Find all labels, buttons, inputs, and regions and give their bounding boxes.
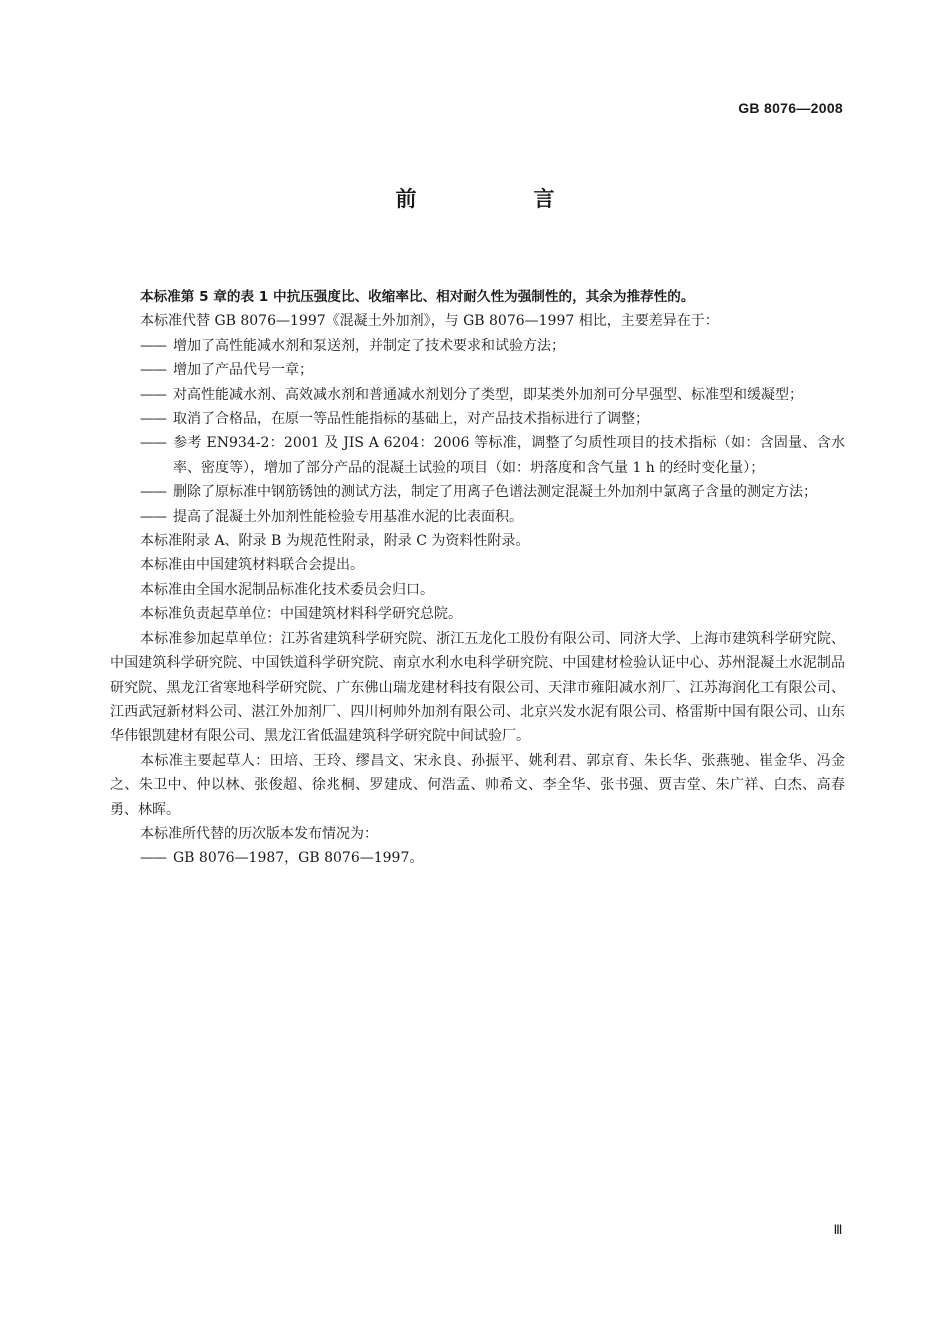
dash-marker: ——	[140, 337, 166, 354]
dash-marker: ——	[140, 386, 166, 403]
main-drafters: 本标准主要起草人：田培、王玲、缪昌文、宋永良、孙振平、姚利君、郭京育、朱长华、张燕驰、崔金华、冯金之、朱卫中、仲以林、张俊超、徐兆桐、罗建成、何浩孟、帅希文、李全华、张书强、贾吉堂、朱广祥、白杰、高春勇、林晖。	[110, 752, 845, 818]
dash-marker: ——	[140, 362, 166, 379]
foreword-body	[110, 285, 845, 871]
change-item	[110, 505, 845, 529]
change-item-text: 提高了混凝土外加剂性能检验专用基准水泥的比表面积。	[173, 508, 523, 525]
change-item	[110, 334, 845, 358]
appendix-note: 本标准附录 A、附录 B 为规范性附录，附录 C 为资料性附录。	[140, 533, 530, 550]
change-item-text: 对高性能减水剂、高效减水剂和普通减水剂划分了类型，即某类外加剂可分早强型、标准型和缓凝型；	[173, 386, 803, 403]
page-title: 前 言	[395, 187, 603, 211]
change-item	[110, 480, 845, 504]
replacement-statement: 本标准代替 GB 8076—1997《混凝土外加剂》，与 GB 8076—1997 相比，主要差异在于：	[140, 313, 719, 330]
lead-drafter-note: 本标准负责起草单位：中国建筑材料科学研究总院。	[140, 606, 462, 623]
page-number: Ⅲ	[833, 1222, 842, 1237]
dash-marker: ——	[140, 508, 166, 525]
dash-marker: ——	[140, 850, 166, 867]
change-item-text: 增加了高性能减水剂和泵送剂，并制定了技术要求和试验方法；	[173, 337, 565, 354]
dash-marker: ——	[140, 411, 166, 428]
mandatory-clause-note: 本标准第 5 章的表 1 中抗压强度比、收缩率比、相对耐久性为强制性的，其余为推荐性的。	[140, 289, 695, 305]
dash-marker: ——	[140, 435, 166, 452]
dash-marker: ——	[140, 484, 166, 501]
change-item-text: 增加了产品代号一章；	[173, 362, 313, 379]
change-item	[110, 431, 845, 480]
change-item-text: 取消了合格品，在原一等品性能指标的基础上，对产品技术指标进行了调整；	[173, 411, 649, 428]
history-text: GB 8076—1987，GB 8076—1997。	[173, 850, 424, 867]
proposer-note: 本标准由中国建筑材料联合会提出。	[140, 557, 364, 574]
history-item	[110, 846, 845, 870]
standard-number: GB 8076—2008	[738, 100, 843, 116]
administrator-note: 本标准由全国水泥制品标准化技术委员会归口。	[140, 581, 434, 598]
change-item-text: 参考 EN934-2：2001 及 JIS A 6204：2006 等标准，调整了匀质性项目的技术指标（如：含固量、含水率、密度等），增加了部分产品的混凝土试验的项目（如：坍落度和含气量 1 h 的经时变化量）；	[173, 435, 845, 476]
history-intro: 本标准所代替的历次版本发布情况为：	[140, 825, 378, 842]
change-item	[110, 358, 845, 382]
change-item	[110, 407, 845, 431]
change-item	[110, 383, 845, 407]
participating-drafters: 本标准参加起草单位：江苏省建筑科学研究院、浙江五龙化工股份有限公司、同济大学、上海市建筑科学研究院、中国建筑科学研究院、中国铁道科学研究院、南京水利水电科学研究院、中国建材检验认证中心、苏州混凝土水泥制品研究院、黑龙江省寒地科学研究院、广东佛山瑞龙建材科技有限公司、天津市雍阳减水剂厂、江苏海润化工有限公司、江西武冠新材料公司、湛江外加剂厂、四川柯帅外加剂有限公司、北京兴发水泥有限公司、格雷斯中国有限公司、山东华伟银凯建材有限公司、黑龙江省低温建筑科学研究院中间试验厂。	[110, 630, 845, 745]
change-item-text: 删除了原标准中钢筋锈蚀的测试方法，制定了用离子色谱法测定混凝土外加剂中氯离子含量的测定方法；	[173, 484, 817, 501]
